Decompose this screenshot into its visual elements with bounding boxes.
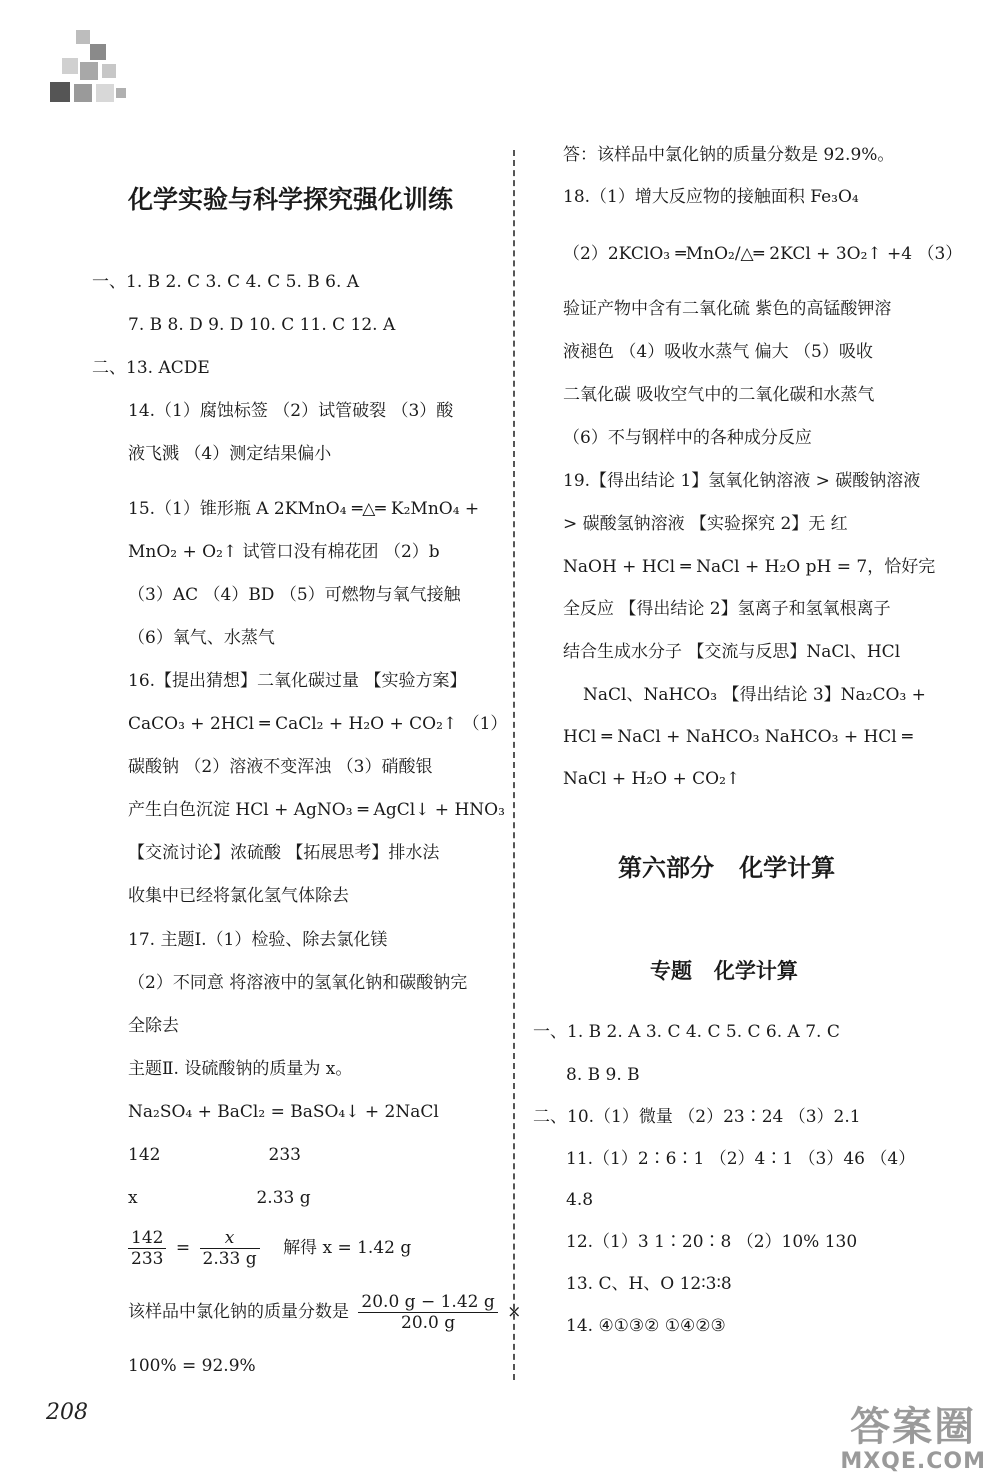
right-line-17: 8. B 9. B bbox=[566, 1065, 640, 1085]
left-line-20: Na₂SO₄ + BaCl₂ = BaSO₄↓ + 2NaCl bbox=[128, 1102, 439, 1122]
right-line-22: 13. C、H、O 12∶3∶8 bbox=[566, 1274, 732, 1294]
watermark-top: 答案圈 bbox=[850, 1404, 977, 1450]
fraction-a-numerator: 142 bbox=[128, 1228, 166, 1249]
fraction-b-denominator: 2.33 g bbox=[202, 1249, 257, 1269]
right-line-2: 18.（1）增大反应物的接触面积 Fe₃O₄ bbox=[563, 187, 859, 207]
left-line-17: （2）不同意 将溶液中的氢氧化钠和碳酸钠完 bbox=[128, 973, 468, 993]
left-line-9: （6）氧气、水蒸气 bbox=[128, 628, 275, 648]
right-line-13: NaCl、NaHCO₃ 【得出结论 3】Na₂CO₃ + bbox=[583, 685, 926, 705]
fraction-b-numerator: x bbox=[200, 1228, 260, 1249]
watermark-bottom: MXQE.COM bbox=[840, 1449, 986, 1474]
right-line-6: 二氧化碳 吸收空气中的二氧化碳和水蒸气 bbox=[563, 385, 875, 405]
proportion-equation: $\frac{142}{233}$ = $\frac{x}{2.33 g}$ 解得 x = 1.42 g bbox=[128, 1228, 411, 1269]
right-line-3: （2）2KClO₃ ═MnO₂/△═ 2KCl + 3O₂↑ +4 （3） bbox=[563, 244, 963, 264]
right-line-8: 19.【得出结论 1】氢氧化钠溶液 > 碳酸钠溶液 bbox=[563, 471, 921, 491]
left-line-10: 16.【提出猜想】二氧化碳过量 【实验方案】 bbox=[128, 671, 467, 691]
left-line-19: 主题Ⅱ. 设硫酸钠的质量为 x。 bbox=[128, 1059, 353, 1079]
fraction-c bbox=[358, 1292, 497, 1333]
left-line-5: 液飞溅 （4）测定结果偏小 bbox=[128, 444, 332, 464]
watermark bbox=[840, 1405, 986, 1474]
right-line-12: 结合生成水分子 【交流与反思】NaCl、HCl bbox=[563, 642, 901, 662]
right-line-23: 14. ④①③② ①④②③ bbox=[566, 1316, 726, 1336]
right-line-11: 全反应 【得出结论 2】氢离子和氢氧根离子 bbox=[563, 599, 891, 619]
right-line-7: （6）不与钢样中的各种成分反应 bbox=[563, 428, 812, 448]
left-line-18: 全除去 bbox=[128, 1016, 179, 1036]
cube-logo-icon bbox=[46, 28, 130, 108]
right-line-21: 12.（1）3 1∶20∶8 （2）10% 130 bbox=[566, 1232, 858, 1252]
page-number: 208 bbox=[46, 1400, 88, 1425]
right-line-15: NaCl + H₂O + CO₂↑ bbox=[563, 769, 741, 789]
left-line-8: （3）AC （4）BD （5）可燃物与氧气接触 bbox=[128, 585, 461, 605]
right-line-20: 4.8 bbox=[566, 1190, 594, 1210]
right-line-4: 验证产物中含有二氧化硫 紫色的高锰酸钾溶 bbox=[563, 299, 892, 319]
fraction-a-denominator: 233 bbox=[131, 1249, 164, 1269]
mass-fraction-label: 该样品中氯化钠的质量分数是 bbox=[128, 1302, 349, 1322]
right-line-19: 11.（1）2∶6∶1 （2）4∶1 （3）46 （4） bbox=[566, 1149, 916, 1169]
left-line-4: 14.（1）腐蚀标签 （2）试管破裂 （3）酸 bbox=[128, 401, 454, 421]
solution-text: 解得 x = 1.42 g bbox=[283, 1238, 412, 1258]
right-line-16: 一、1. B 2. A 3. C 4. C 5. C 6. A 7. C bbox=[533, 1022, 840, 1042]
column-divider bbox=[513, 150, 515, 1380]
left-line-14: 【交流讨论】浓硫酸 【拓展思考】排水法 bbox=[128, 843, 440, 863]
left-line-12: 碳酸钠 （2）溶液不变浑浊 （3）硝酸银 bbox=[128, 757, 433, 777]
section-title-left: 化学实验与科学探究强化训练 bbox=[128, 185, 454, 214]
left-line-7: MnO₂ + O₂↑ 试管口没有棉花团 （2）b bbox=[128, 542, 440, 562]
left-line-13: 产生白色沉淀 HCl + AgNO₃ ═ AgCl↓ + HNO₃ bbox=[128, 800, 505, 820]
left-line-2: 7. B 8. D 9. D 10. C 11. C 12. A bbox=[128, 315, 396, 335]
fraction-c-numerator: 20.0 g − 1.42 g bbox=[358, 1292, 497, 1313]
fraction-a bbox=[128, 1228, 166, 1269]
right-line-9: > 碳酸氢钠溶液 【实验探究 2】无 红 bbox=[563, 514, 848, 534]
left-last-line: 100% = 92.9% bbox=[128, 1356, 256, 1376]
left-line-16: 17. 主题Ⅰ.（1）检验、除去氯化镁 bbox=[128, 930, 388, 950]
right-line-1: 答：该样品中氯化钠的质量分数是 92.9%。 bbox=[563, 145, 895, 165]
mass-fraction-equation bbox=[128, 1292, 521, 1333]
left-line-6: 15.（1）锥形瓶 A 2KMnO₄ ═△═ K₂MnO₄ + bbox=[128, 499, 480, 519]
right-line-5: 液褪色 （4）吸收水蒸气 偏大 （5）吸收 bbox=[563, 342, 873, 362]
left-line-1: 一、1. B 2. C 3. C 4. C 5. B 6. A bbox=[92, 272, 360, 292]
left-line-21: 142 233 bbox=[128, 1145, 301, 1165]
fraction-b bbox=[200, 1228, 260, 1269]
left-line-22: x 2.33 g bbox=[128, 1188, 311, 1208]
right-line-14: HCl ═ NaCl + NaHCO₃ NaHCO₃ + HCl ═ bbox=[563, 727, 913, 747]
multiply-sign: × bbox=[507, 1302, 522, 1322]
left-line-11: CaCO₃ + 2HCl ═ CaCl₂ + H₂O + CO₂↑ （1） bbox=[128, 714, 508, 734]
right-line-18: 二、10.（1）微量 （2）23∶24 （3）2.1 bbox=[533, 1107, 861, 1127]
fraction-c-denominator: 20.0 g bbox=[401, 1313, 456, 1333]
right-line-10: NaOH + HCl ═ NaCl + H₂O pH = 7，恰好完 bbox=[563, 557, 936, 577]
left-line-3: 二、13. ACDE bbox=[92, 358, 210, 378]
part-six-title: 第六部分 化学计算 bbox=[618, 854, 836, 882]
left-line-15: 收集中已经将氯化氢气体除去 bbox=[128, 886, 349, 906]
topic-title: 专题 化学计算 bbox=[650, 959, 798, 983]
